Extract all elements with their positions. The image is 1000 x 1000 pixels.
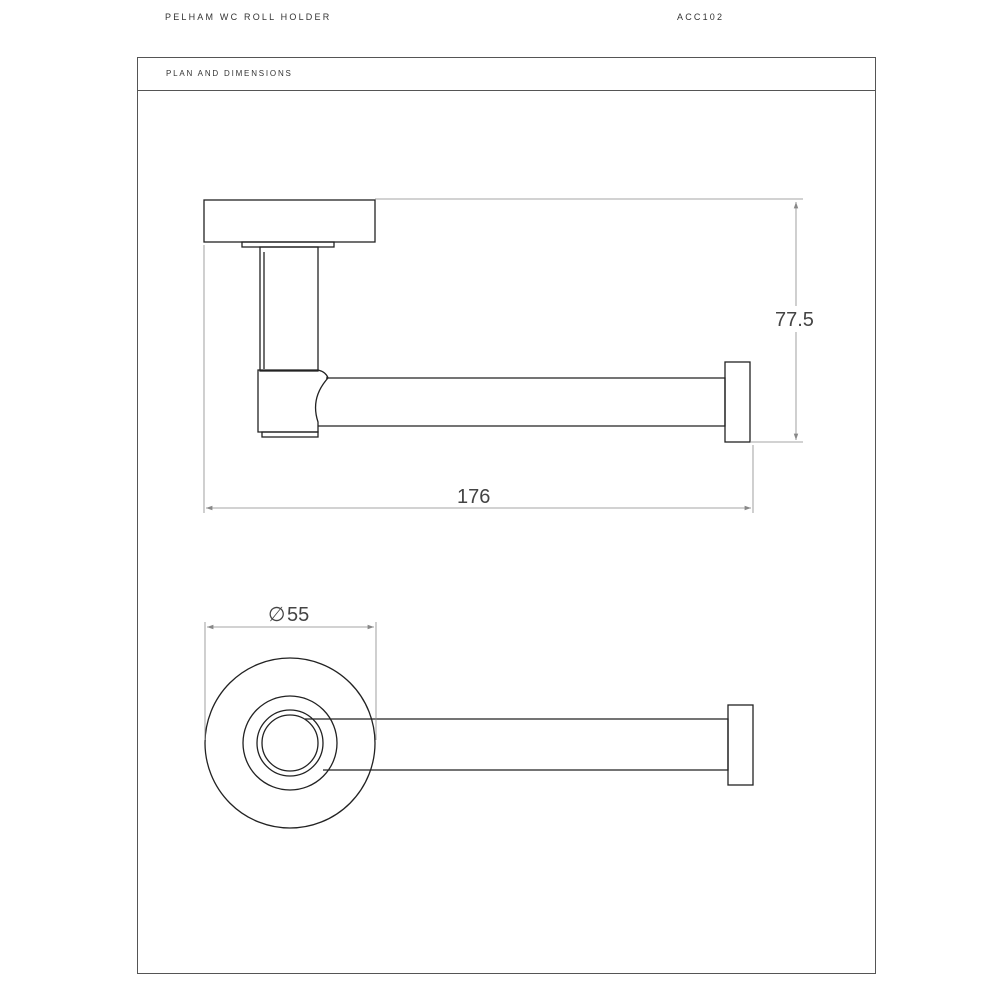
- wall-plate: [204, 200, 375, 242]
- side-dimension-lines: [204, 199, 803, 513]
- plan-view: [205, 658, 753, 828]
- product-code: ACC102: [677, 12, 725, 22]
- plan-arm: [305, 719, 728, 770]
- diameter-dimension-label: 55: [287, 604, 310, 626]
- post-section-inner: [262, 715, 318, 771]
- outer-rosette: [205, 658, 375, 828]
- height-dimension-label: 77.5: [775, 309, 814, 331]
- plan-dimension-lines: [205, 622, 376, 740]
- plate-rim: [242, 242, 334, 247]
- post-section-outer: [257, 710, 323, 776]
- diameter-symbol: ∅: [268, 604, 286, 626]
- vertical-post: [260, 247, 318, 371]
- section-title: PLAN AND DIMENSIONS: [166, 69, 293, 78]
- horizontal-arm: [318, 378, 725, 426]
- side-elevation-view: [204, 200, 750, 442]
- width-dimension-label: 176: [457, 486, 491, 508]
- elbow-joint: [258, 370, 328, 432]
- plan-end-cap: [728, 705, 753, 785]
- elbow-base: [262, 432, 318, 437]
- product-name: PELHAM WC ROLL HOLDER: [165, 12, 332, 22]
- arm-end-cap: [725, 362, 750, 442]
